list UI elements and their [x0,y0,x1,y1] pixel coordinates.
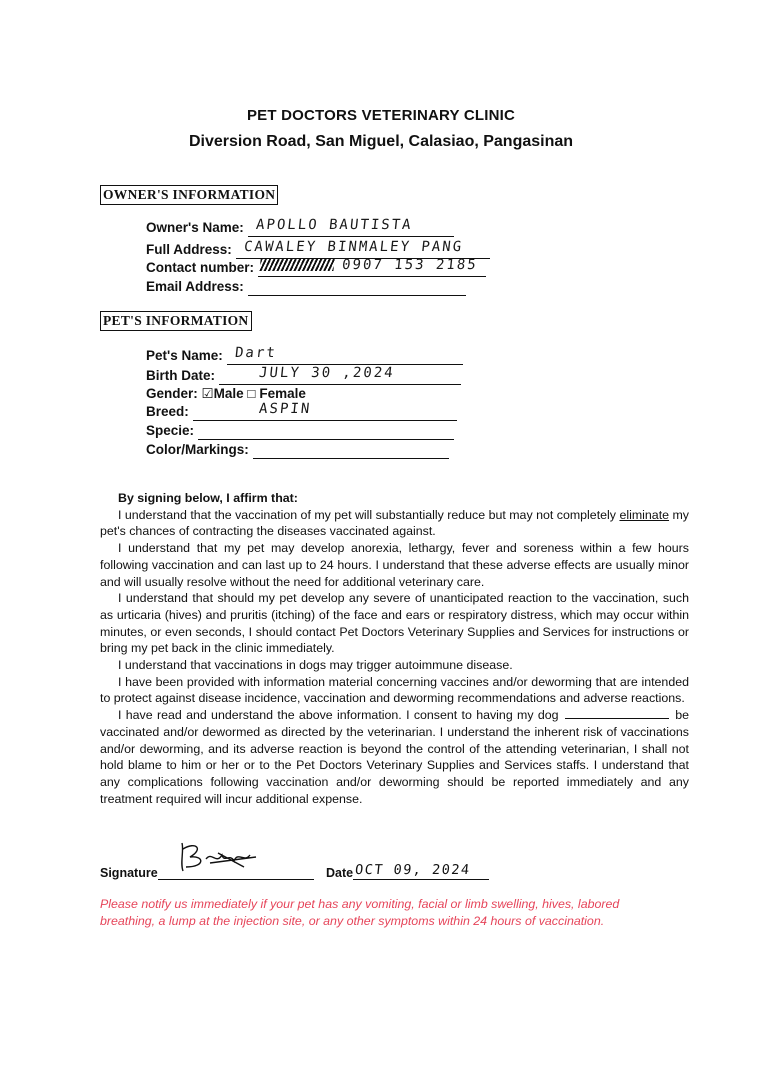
pet-birth-row [146,366,461,385]
pet-gender-label: Gender: [146,386,198,401]
pet-breed-row [146,402,457,421]
gender-female-label: Female [259,386,306,401]
pet-section-title: PET'S INFORMATION [100,311,252,331]
gender-male-checkbox[interactable]: ☑ [201,386,214,401]
owner-contact-row [146,258,486,277]
pet-specie-field[interactable] [198,423,454,440]
pet-color-field[interactable] [253,442,449,459]
affirmation-paragraph: I understand that should my pet develop any severe of unanticipated reaction to the vaccination, such as urticaria (hives) and pruritis (itching) of the face and ears or respiratory distress, which may occur within minutes, or even seconds, I should contact Pet Doctors Veterinary Supplies and Services for instructions or bring my pet back in the clinic immediately. [100,591,689,656]
signature-row [100,858,700,880]
pet-color-label: Color/Markings: [146,442,249,457]
affirmation-paragraph: I understand that vaccinations in dogs may trigger autoimmune disease. [118,658,513,673]
owner-contact-value: 0907 153 2185 [340,257,479,273]
owner-name-label: Owner's Name: [146,220,244,235]
date-group [326,861,489,880]
pet-name-row [146,346,463,365]
pet-name-value: Dart [233,345,278,361]
date-value: OCT 09, 2024 [354,862,472,878]
clinic-name: PET DOCTORS VETERINARY CLINIC [246,107,516,124]
clinic-address: Diversion Road, San Miguel, Calasiao, Pangasinan [188,133,574,150]
signature-group [100,861,314,880]
signature-scribble [174,837,264,877]
pet-breed-field[interactable] [193,401,457,421]
owner-email-label: Email Address: [146,279,244,294]
affirmation-p6-end: be vaccinated and/or dewormed as directed by the veterinarian. I understand the inherent risk of vaccinations and/or deworming, and its adverse reaction is beyond the control of the attending veterinarian, I shall not hold blame to him or her or to the Pet Doctors Veterinary Supplies and Services staffs. I understand that any complications following vaccination and/or deworming should be reported immediately and any treatment required will incur additional expense. [100,708,689,806]
pet-birth-label: Birth Date: [146,368,216,383]
owner-contact-label: Contact number: [146,260,254,275]
owner-name-row [146,218,454,237]
affirmation-p6-start: I have read and understand the above information. I consent to having my dog [118,708,559,723]
owner-name-value: APOLLO BAUTISTA [254,217,413,233]
owner-email-field[interactable] [248,279,466,296]
affirmation-p1-underlined: eliminate [619,507,670,522]
affirmation-p1-end: my pet's chances of contracting the diseases vaccinated against. [100,507,689,539]
affirmation-block [100,490,689,807]
gender-male-label: Male [213,386,244,401]
pet-name-label: Pet's Name: [146,348,223,363]
owner-name-field[interactable] [248,217,454,237]
date-label: Date [326,866,354,880]
notification-notice: Please notify us immediately if your pet has any vomiting, facial or limb swelling, hives, labored breathing, a lump at the injection site, or any other symptoms within 24 hours of vaccination. [100,897,620,928]
owner-email-row [146,277,466,296]
owner-section-title: OWNER'S INFORMATION [100,185,278,205]
pet-breed-value: ASPIN [257,401,312,417]
signature-label: Signature [100,866,158,880]
owner-contact-handwriting [259,256,479,275]
affirmation-p1-start: I understand that the vaccination of my pet will substantially reduce but may not completely [118,507,620,522]
pet-birth-field[interactable] [219,365,461,385]
dog-name-blank[interactable] [565,707,669,719]
affirmation-paragraph [100,507,689,540]
gender-female-checkbox[interactable]: □ [247,386,256,401]
affirmation-paragraph [100,707,689,807]
pet-color-row [146,440,449,459]
signature-field[interactable] [158,861,314,880]
affirmation-paragraph: I have been provided with information material concerning vaccines and/or deworming that are intended to protect against disease incidence, vaccination and deworming recommendations and adverse reactions. [100,674,689,706]
pet-breed-label: Breed: [146,404,189,419]
date-field[interactable] [353,861,489,880]
pet-name-field[interactable] [227,345,463,365]
owner-address-label: Full Address: [146,242,232,257]
affirmation-intro: By signing below, I affirm that: [118,491,298,505]
pet-specie-row [146,421,454,440]
pet-birth-value: JULY 30 ,2024 [257,365,396,381]
crossed-out-scribble [259,259,334,271]
affirmation-paragraph: I understand that my pet may develop anorexia, lethargy, fever and soreness within a few hours following vaccination and can last up to 24 hours. I understand that these adverse effects are usually minor and will usually resolve without the need for additional veterinary care. [100,541,689,589]
owner-contact-field[interactable] [258,257,486,277]
owner-address-value: CAWALEY BINMALEY PANG [242,239,464,255]
pet-specie-label: Specie: [146,423,195,438]
